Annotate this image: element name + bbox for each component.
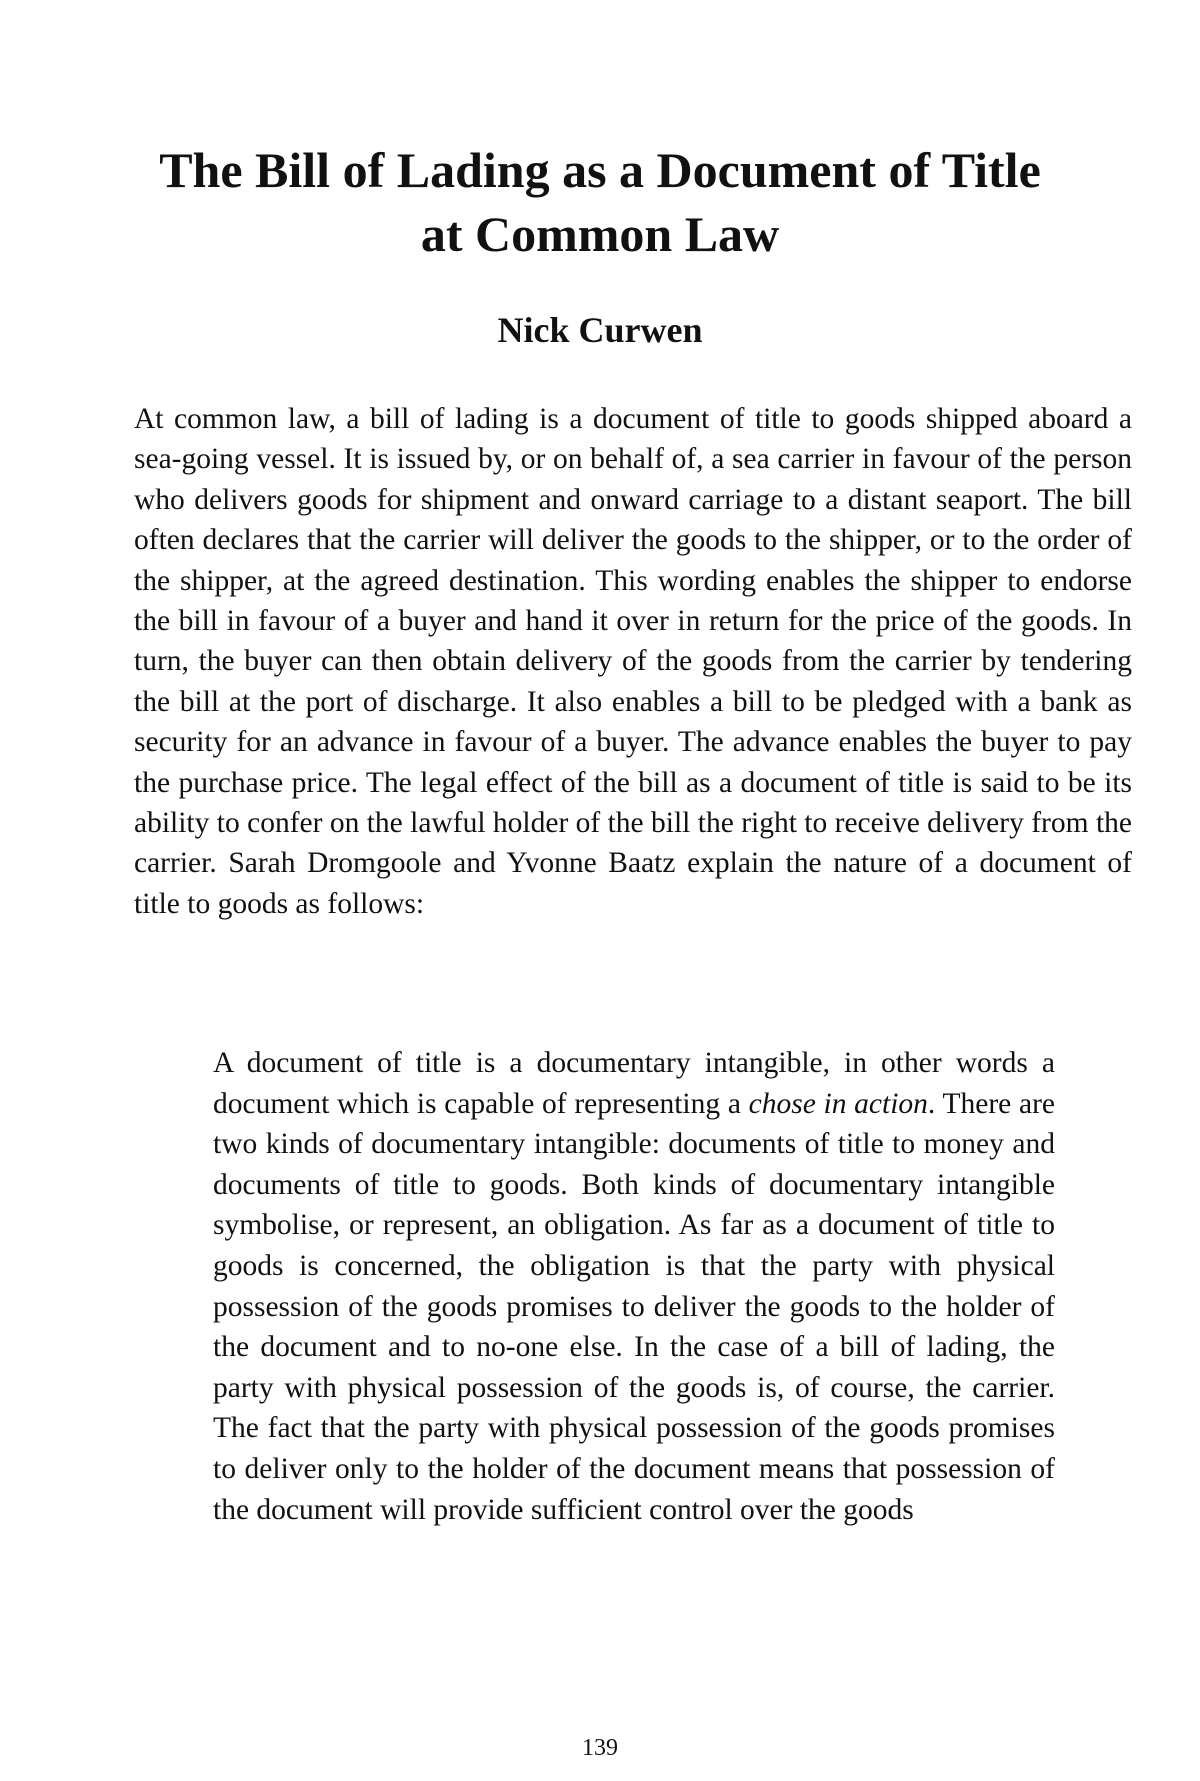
block-quote <box>213 1043 1055 1530</box>
page-number: 139 <box>582 1735 618 1761</box>
author-name: Nick Curwen <box>497 310 703 350</box>
quote-text-after-italic: . There are two kinds of documentary intangible: documents of title to money and documents of title to goods. Both kinds of documentary intangible symbolise, or represent, an obligation. As far as a document of title to goods is concerned, the obligation is that the party with physical possession of the goods promises to deliver the goods to the holder of the document and to no-one else. In the case of a bill of lading, the party with physical possession of the goods is, of course, the carrier. The fact that the party with physical possession of the goods promises to deliver only to the holder of the document means that possession of the document will provide sufficient control over the goods <box>213 1087 1055 1526</box>
quote-italic-term: chose in action <box>748 1087 928 1120</box>
article-title <box>100 138 1100 266</box>
article-title-line-1: The Bill of Lading as a Document of Title <box>159 142 1041 198</box>
quote-text-before-italic: A document of title is a documentary intangible, in other words a document which is capable of representing a <box>213 1047 1055 1120</box>
article-title-line-2: at Common Law <box>420 206 780 262</box>
body-paragraph: At common law, a bill of lading is a document of title to goods shipped aboard a sea-going vessel. It is issued by, or on behalf of, a sea carrier in favour of the person who delivers goods for shipment and onward carriage to a distant seaport. The bill often declares that the carrier will deliver the goods to the shipper, or to the order of the shipper, at the agreed destination. This wording enables the shipper to endorse the bill in favour of a buyer and hand it over in return for the price of the goods. In turn, the buyer can then obtain delivery of the goods from the carrier by tendering the bill at the port of discharge. It also enables a bill to be pledged with a bank as security for an advance in favour of a buyer. The advance enables the buyer to pay the purchase price. The legal effect of the bill as a document of title is said to be its ability to confer on the lawful holder of the bill the right to receive delivery from the carrier. Sarah Dromgoole and Yvonne Baatz explain the nature of a document of title to goods as follows: <box>134 403 1132 920</box>
